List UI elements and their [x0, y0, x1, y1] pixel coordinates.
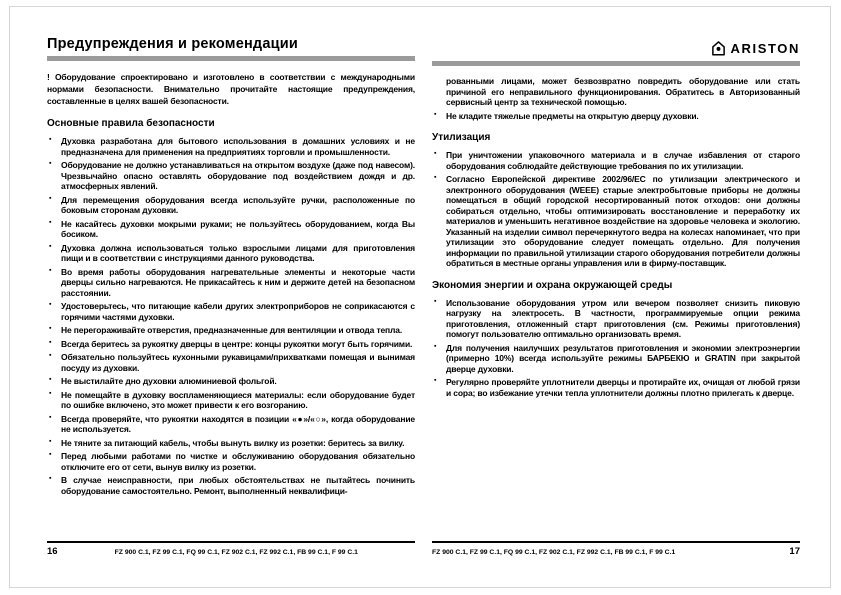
model-list: FZ 900 C.1, FZ 99 C.1, FQ 99 C.1, FZ 902 C.1, FZ 992 C.1, FB 99 C.1, F 99 C.1 — [432, 549, 676, 556]
list-item-text: При уничтожении упаковочного материала и в случае избавления от старого оборудования соблюдайте действующие требования по их утилизации. — [446, 150, 800, 171]
list-item — [47, 301, 415, 322]
list-item-text: Использование оборудования утром или вечером позволяет снизить пиковую нагрузку на электросеть. В частности, программируемые опции режима приготовления, отложенный старт приготовления (см. Режимы приготовления) помогут пользователю оптимально организовать время. — [446, 297, 800, 339]
list-item — [47, 438, 415, 449]
list-item — [47, 376, 415, 387]
bullet-icon: ▪ — [49, 160, 52, 167]
page-number: 17 — [789, 546, 800, 557]
list-item-text: Для перемещения оборудования всегда используйте ручки, расположенные по боковым сторонам духовки. — [61, 194, 415, 215]
list-item-text: Не тяните за питающий кабель, чтобы вынуть вилку из розетки: беритесь за вилку. — [61, 437, 405, 448]
bullet-icon: ▪ — [434, 110, 437, 118]
list-item-text: В случае неисправности, при любых обстоятельствах не пытайтесь починить оборудование самостоятельно. Ремонт, выполненный неквалифици- — [61, 475, 415, 496]
bullet-icon: ▪ — [49, 352, 52, 359]
bullet-icon: ▪ — [434, 297, 437, 305]
list-item — [47, 414, 415, 435]
title-rule — [432, 61, 800, 66]
list-item-text: Перед любыми работами по чистке и обслуживанию оборудования обязательно отключите его от сети, вынув вилку из розетки. — [61, 451, 415, 472]
list-item — [47, 390, 415, 411]
list-item-text: Регулярно проверяйте уплотнители дверцы и протирайте их, очищая от любой грязи и сора; во избежание утечки тепла уплотнители должны плотно прилегать к дверце. — [446, 377, 800, 398]
page-title: Предупреждения и рекомендации — [47, 36, 298, 52]
ariston-logo-icon — [711, 41, 726, 56]
list-item — [47, 339, 415, 350]
bullet-icon: ▪ — [49, 475, 52, 482]
section-heading-energy: Экономия энергии и охрана окружающей среды — [432, 279, 673, 291]
bullet-icon: ▪ — [49, 338, 52, 346]
list-item — [47, 475, 415, 496]
list-item — [47, 243, 415, 264]
list-item-text: Во время работы оборудования нагревательные элементы и некоторые части дверцы сильно нагреваются. Не прикасайтесь к ним и держите детей на безопасном расстоянии. — [61, 266, 415, 298]
footer-left — [47, 541, 415, 557]
list-item-text: Согласно Европейской директиве 2002/96/EC по утилизации электрического и электронного оборудования (WEEE) старые электробытовые приборы не должны помещаться в общий городской несортированный поток отходов: они должны собираться отдельно, чтобы оптимизировать восстановление и переработку их материалов и уменьшить негативное воздействие на здоровье человека и экологию. Указанный на изделии символ перечеркнутого ведра на колесах напоминает, что при утилизации это оборудование следует помещать отдельно. Для получения информации по правильной утилизации старого оборудования потребители должны обратиться в местные органы управления или в фирму-поставщик. — [446, 174, 800, 268]
bullet-icon: ▪ — [49, 389, 52, 397]
list-item — [432, 174, 800, 269]
list-item — [432, 343, 800, 375]
list-item-text: Оборудование не должно устанавливаться на открытом воздухе (даже под навесом). Чрезвычайно опасно оставлять оборудование под воздействием дождя и др. атмосферных явлений. — [61, 160, 415, 191]
list-item — [432, 150, 800, 171]
bullet-icon: ▪ — [49, 218, 52, 226]
list-item-text: Не выстилайте дно духовки алюминиевой фольгой. — [61, 376, 277, 386]
list-item — [432, 298, 800, 340]
title-rule — [47, 56, 415, 61]
brand-name: ARISTON — [730, 41, 800, 56]
list-item — [47, 219, 415, 240]
page-17 — [432, 40, 800, 401]
list-item — [432, 111, 800, 122]
list-item-text: Для получения наилучших результатов приготовления и экономии электроэнергии (примерно 10%) всегда используйте режимы БАРБЕКЮ и GRATIN при закрытой дверце духовки. — [446, 342, 800, 374]
list-item-text: Духовка разработана для бытового использования в домашних условиях и не предназначена для применения на предприятиях торговли и промышленности. — [61, 136, 415, 157]
bullet-icon: ▪ — [49, 266, 52, 274]
list-item-text: Не перегораживайте отверстия, предназначенные для вентиляции и отвода тепла. — [61, 325, 403, 335]
bullet-icon: ▪ — [49, 301, 52, 308]
list-item-text: Не помещайте в духовку воспламеняющиеся материалы: если оборудование будет по ошибке включено, это может привести к его возгоранию. — [61, 389, 415, 410]
safety-bullet-list — [47, 136, 415, 496]
list-item — [47, 136, 415, 157]
bullet-icon: ▪ — [49, 437, 52, 445]
list-item — [47, 451, 415, 472]
intro-paragraph: ! Оборудование спроектировано и изготовлено в соответствии с международными нормами безопасности. Внимательно прочитайте настоящие предупреждения, составленные в целях вашей безопасности. — [47, 72, 415, 106]
list-item-text: Всегда беритесь за рукоятку дверцы в центре: концы рукоятки могут быть горячими. — [61, 338, 413, 349]
bullet-icon: ▪ — [49, 451, 52, 458]
bullet-icon: ▪ — [49, 376, 52, 383]
bullet-icon: ▪ — [434, 150, 437, 157]
energy-bullet-list — [432, 298, 800, 399]
page-number: 16 — [47, 546, 58, 557]
disposal-bullet-list — [432, 150, 800, 269]
list-item — [47, 352, 415, 373]
bullet-icon: ▪ — [49, 136, 52, 143]
footer-right — [432, 541, 800, 557]
bullet-icon: ▪ — [434, 342, 437, 350]
bullet-icon: ▪ — [434, 377, 437, 384]
top-bullet-list — [432, 111, 800, 122]
bullet-icon: ▪ — [49, 242, 52, 250]
continuation-paragraph: рованными лицами, может безвозвратно повредить оборудование или стать причиной его неправильного функционирования. Обратитесь в Авторизованный сервисный центр за технической помощью. — [446, 76, 800, 107]
bullet-icon: ▪ — [434, 174, 437, 181]
list-item — [432, 377, 800, 398]
model-list: FZ 900 C.1, FZ 99 C.1, FQ 99 C.1, FZ 902 C.1, FZ 992 C.1, FB 99 C.1, F 99 C.1 — [114, 549, 358, 556]
list-item-text: Всегда проверяйте, что рукоятки находятся в позиции «●»/«○», когда оборудование не используется. — [61, 413, 415, 434]
list-item — [47, 267, 415, 299]
list-item-text: Обязательно пользуйтесь кухонными рукавицами/прихватками помещая и вынимая посуду из духовки. — [61, 352, 415, 373]
bullet-icon: ▪ — [49, 325, 52, 332]
list-item — [47, 195, 415, 216]
section-heading-disposal: Утилизация — [432, 132, 491, 143]
page-16 — [47, 36, 415, 499]
list-item-text: Не касайтесь духовки мокрыми руками; не пользуйтесь оборудованием, когда Вы босиком. — [61, 218, 415, 239]
list-item-text: Не кладите тяжелые предметы на открытую дверцу духовки. — [446, 110, 699, 121]
list-item-text: Удостоверьтесь, что питающие кабели других электроприборов не соприкасаются с горячими частями духовки. — [61, 301, 415, 322]
list-item — [47, 160, 415, 192]
list-item — [47, 325, 415, 336]
list-item-text: Духовка должна использоваться только взрослыми лицами для приготовления пищи и в соответствии с инструкциями данного руководства. — [61, 242, 415, 263]
bullet-icon: ▪ — [49, 413, 52, 421]
section-heading-safety: Основные правила безопасности — [47, 118, 215, 129]
bullet-icon: ▪ — [49, 194, 52, 202]
brand-header — [432, 40, 800, 57]
